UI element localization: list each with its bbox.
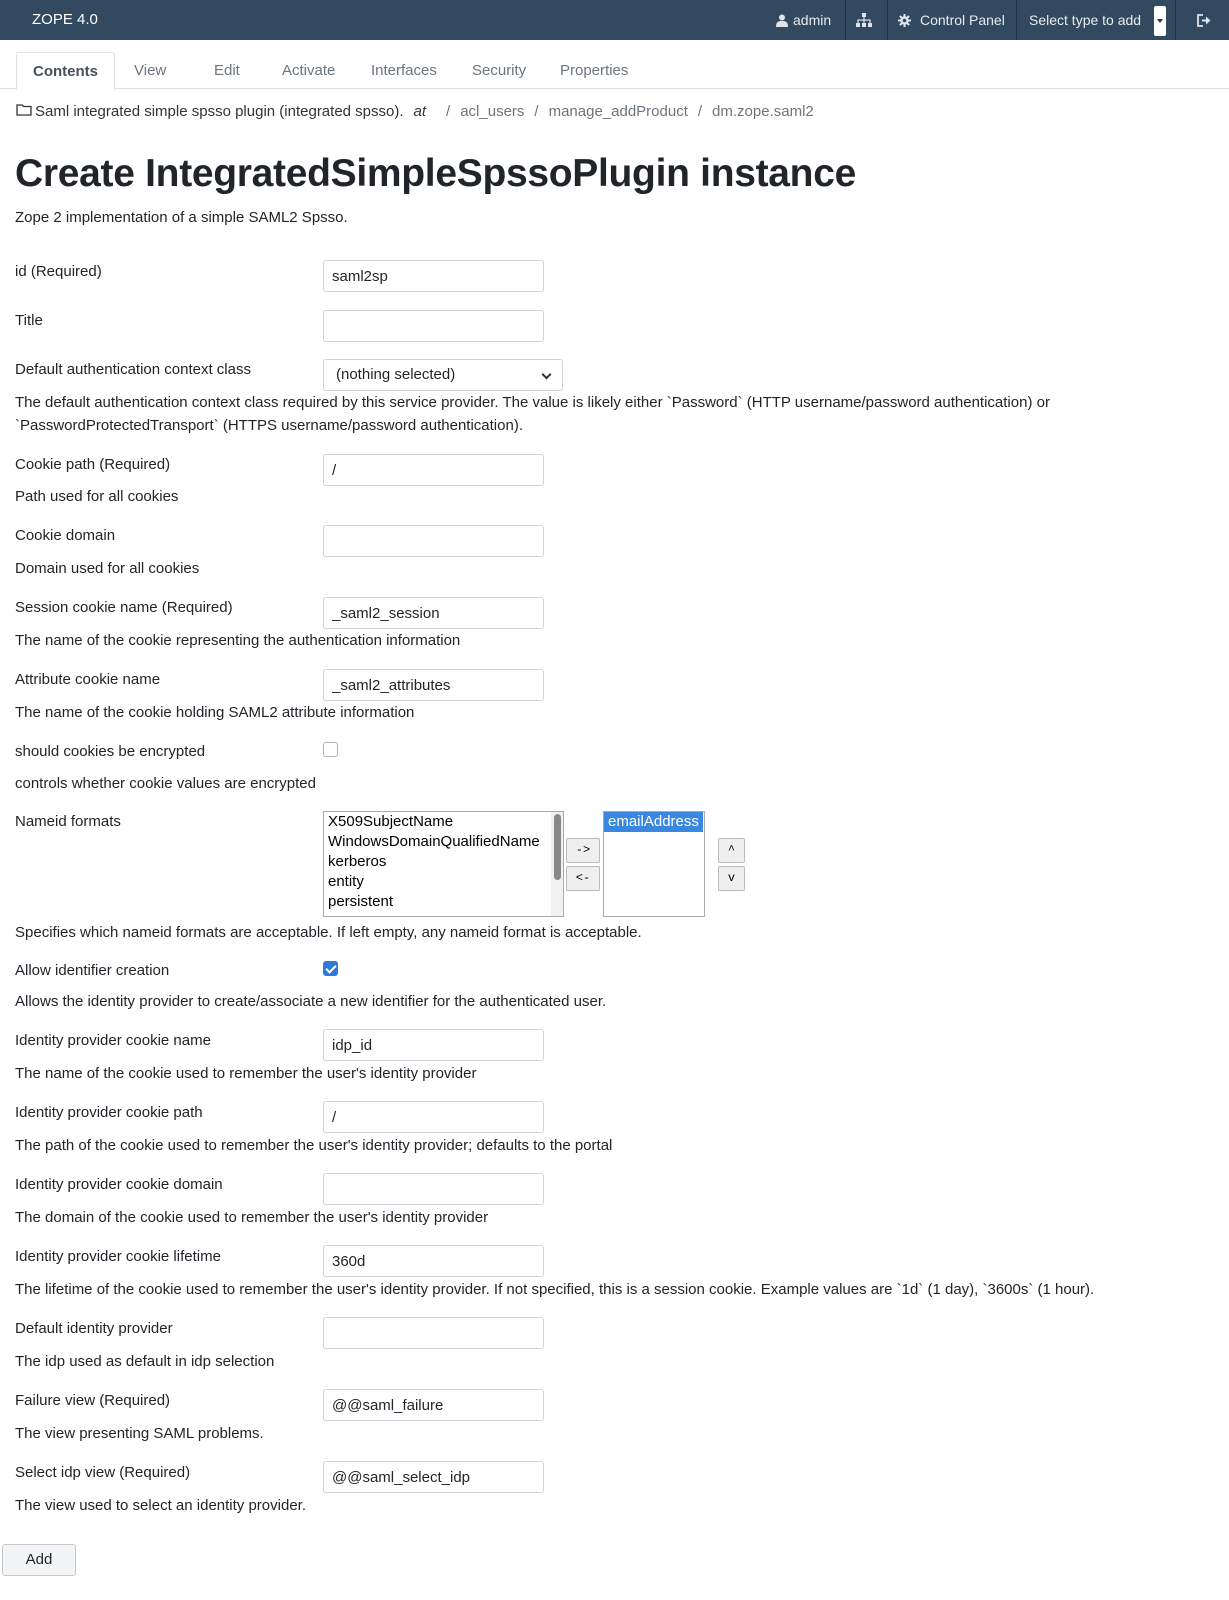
breadcrumb-separator: /: [697, 103, 703, 120]
top-navbar: [0, 0, 1229, 40]
remove-nameid-button[interactable]: <-: [566, 866, 600, 891]
list-item[interactable]: X509SubjectName: [328, 813, 454, 830]
encrypt-cookies-help: controls whether cookie values are encrypted: [15, 775, 316, 792]
encrypt-cookies-label: should cookies be encrypted: [15, 743, 206, 760]
list-item[interactable]: persistent: [328, 893, 394, 910]
control-panel-link[interactable]: [898, 0, 1005, 40]
cookie-domain-help: Domain used for all cookies: [15, 560, 200, 577]
failure-view-help: The view presenting SAML problems.: [15, 1425, 264, 1442]
sitemap-button[interactable]: [856, 0, 872, 40]
idp-cookie-domain-input[interactable]: [323, 1173, 544, 1205]
title-input[interactable]: [323, 310, 544, 342]
tab-bar: [0, 52, 1229, 89]
nameid-selected-list[interactable]: [603, 811, 705, 917]
select-type-dropdown[interactable]: [1017, 0, 1177, 40]
idp-cookie-name-input[interactable]: [323, 1029, 544, 1061]
attribute-cookie-input[interactable]: [323, 669, 544, 701]
nameid-formats-label: Nameid formats: [15, 813, 121, 830]
default-idp-help: The idp used as default in idp selection: [15, 1353, 275, 1370]
idp-cookie-lifetime-input[interactable]: [323, 1245, 544, 1277]
allow-create-checkbox[interactable]: [323, 961, 338, 976]
cookie-path-input[interactable]: [323, 454, 544, 486]
cookie-path-help: Path used for all cookies: [15, 488, 179, 505]
scrollbar[interactable]: [551, 812, 563, 916]
idp-cookie-name-help: The name of the cookie used to remember the user's identity provider: [15, 1065, 477, 1082]
select-idp-view-label: Select idp view (Required): [15, 1464, 191, 1481]
add-nameid-button[interactable]: ->: [566, 838, 600, 863]
breadcrumb-at: at: [413, 103, 427, 120]
idp-cookie-path-input[interactable]: [323, 1101, 544, 1133]
idp-cookie-lifetime-help: The lifetime of the cookie used to remember the user's identity provider. If not specified, this is a session cookie. Example values are `1d` (1 day), `3600s` (1 hour).: [15, 1281, 1095, 1298]
cookie-path-label: Cookie path (Required): [15, 456, 171, 473]
idp-cookie-domain-help: The domain of the cookie used to remember the user's identity provider: [15, 1209, 489, 1226]
add-button[interactable]: Add: [2, 1544, 76, 1576]
move-down-button[interactable]: v: [718, 866, 745, 891]
id-input[interactable]: [323, 260, 544, 292]
session-cookie-help: The name of the cookie representing the authentication information: [15, 632, 461, 649]
logout-button[interactable]: [1197, 0, 1212, 40]
folder-icon: [16, 103, 32, 120]
breadcrumb: [16, 103, 814, 120]
tab-contents[interactable]: Contents: [16, 52, 115, 90]
gear-icon: [898, 14, 911, 27]
page-title: Create IntegratedSimpleSpssoPlugin instance: [15, 152, 856, 195]
idp-cookie-name-label: Identity provider cookie name: [15, 1032, 211, 1049]
allow-create-help: Allows the identity provider to create/associate a new identifier for the authenticated user.: [15, 993, 607, 1010]
idp-cookie-lifetime-label: Identity provider cookie lifetime: [15, 1248, 221, 1265]
nameid-available-list[interactable]: [323, 811, 564, 917]
list-item[interactable]: emailAddress: [604, 812, 703, 832]
breadcrumb-link[interactable]: acl_users: [460, 103, 525, 120]
attribute-cookie-help: The name of the cookie holding SAML2 attribute information: [15, 704, 415, 721]
id-label: id (Required): [15, 263, 102, 280]
select-idp-view-help: The view used to select an identity provider.: [15, 1497, 306, 1514]
tab-view[interactable]: View: [134, 62, 167, 79]
select-type-label: Select type to add: [1029, 12, 1142, 28]
user-name: admin: [793, 12, 832, 28]
cookie-domain-input[interactable]: [323, 525, 544, 557]
user-menu[interactable]: [776, 0, 831, 40]
failure-view-label: Failure view (Required): [15, 1392, 171, 1409]
auth-context-label: Default authentication context class: [15, 361, 251, 378]
idp-cookie-domain-label: Identity provider cookie domain: [15, 1176, 223, 1193]
idp-cookie-path-help: The path of the cookie used to remember the user's identity provider; defaults to the portal: [15, 1137, 613, 1154]
navbar-divider: [887, 0, 888, 40]
list-item[interactable]: entity: [328, 873, 364, 890]
scrollbar-thumb[interactable]: [554, 814, 561, 880]
breadcrumb-separator: /: [534, 103, 539, 120]
breadcrumb-separator: /: [446, 103, 451, 120]
tab-activate[interactable]: Activate: [282, 62, 336, 79]
failure-view-input[interactable]: [323, 1389, 544, 1421]
brand-logo[interactable]: ZOPE 4.0: [32, 11, 98, 28]
navbar-divider: [845, 0, 846, 40]
user-icon: [776, 14, 788, 27]
breadcrumb-link[interactable]: manage_addProduct: [548, 103, 688, 120]
select-type-toggle[interactable]: [1154, 6, 1166, 36]
default-idp-input[interactable]: [323, 1317, 544, 1349]
breadcrumb-object: Saml integrated simple spsso plugin (integrated spsso).: [35, 103, 404, 120]
move-up-button[interactable]: ^: [718, 838, 745, 863]
breadcrumb-link[interactable]: dm.zope.saml2: [712, 103, 814, 120]
tab-edit[interactable]: Edit: [214, 62, 240, 79]
select-idp-view-input[interactable]: [323, 1461, 544, 1493]
auth-context-select[interactable]: [323, 359, 563, 391]
tab-security[interactable]: Security: [472, 62, 527, 79]
tab-properties[interactable]: Properties: [560, 62, 629, 79]
session-cookie-input[interactable]: [323, 597, 544, 629]
logout-icon: [1197, 14, 1212, 27]
chevron-down-icon: [542, 370, 552, 380]
sitemap-icon: [856, 13, 872, 27]
title-label: Title: [15, 312, 43, 329]
navbar-divider: [1175, 0, 1176, 40]
nameid-formats-help: Specifies which nameid formats are acceptable. If left empty, any nameid format is acceptable.: [15, 924, 642, 941]
auth-context-selected: (nothing selected): [336, 366, 456, 383]
page-subtitle: Zope 2 implementation of a simple SAML2 Spsso.: [15, 209, 348, 226]
tab-interfaces[interactable]: Interfaces: [371, 62, 437, 79]
list-item[interactable]: WindowsDomainQualifiedName: [328, 833, 540, 850]
list-item[interactable]: kerberos: [328, 853, 387, 870]
control-panel-label: Control Panel: [920, 12, 1005, 28]
auth-context-help: The default authentication context class required by this service provider. The value is likely either `Password` (HTTP username/password authentication) or `PasswordProtectedTransport` (HTTPS username/password authentication).: [15, 394, 1050, 434]
idp-cookie-path-label: Identity provider cookie path: [15, 1104, 203, 1121]
default-idp-label: Default identity provider: [15, 1320, 173, 1337]
encrypt-cookies-checkbox[interactable]: [323, 742, 338, 757]
allow-create-label: Allow identifier creation: [15, 962, 170, 979]
session-cookie-label: Session cookie name (Required): [15, 599, 233, 616]
attribute-cookie-label: Attribute cookie name: [15, 671, 161, 688]
cookie-domain-label: Cookie domain: [15, 527, 116, 544]
